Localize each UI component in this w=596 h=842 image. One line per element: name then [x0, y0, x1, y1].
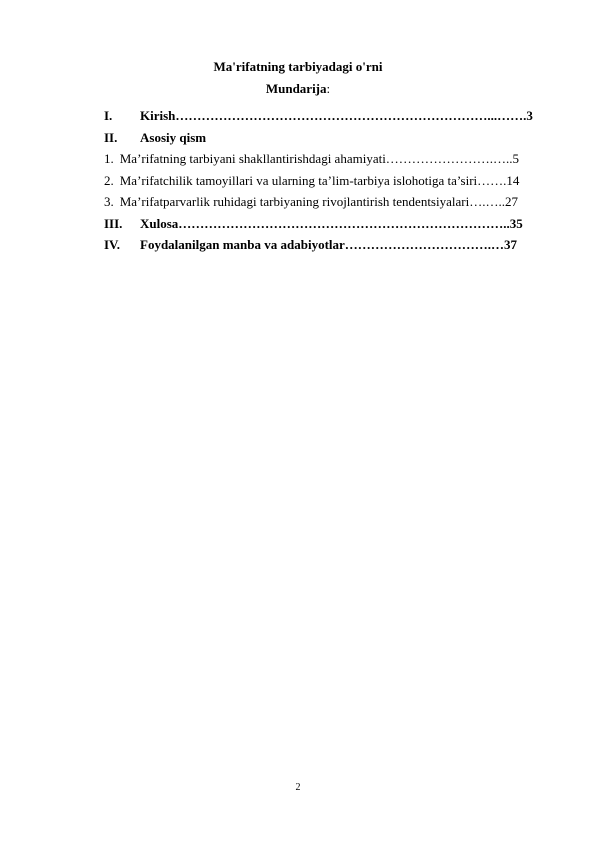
toc-item-text: Kirish………………………………………………………………...…….3	[140, 108, 533, 123]
toc-heading	[0, 80, 596, 98]
toc-item-number: 3.	[104, 194, 114, 209]
toc-item-main-part[interactable]	[104, 127, 556, 149]
toc-item-number: III.	[104, 215, 123, 231]
toc-item-chapter-2[interactable]	[104, 170, 556, 192]
toc-item-text: Ma’rifatning tarbiyani shakllantirishdagi ahamiyati…………………….…..5	[119, 151, 520, 166]
toc-item-text: Xulosa…………………………………………………………………..35	[140, 215, 523, 231]
toc-item-chapter-1[interactable]	[104, 148, 556, 170]
toc-item-references[interactable]	[104, 234, 556, 256]
toc-item-text: Asosiy qism	[140, 129, 207, 145]
toc-item-text: Ma’rifatparvarlik ruhidagi tarbiyaning rivojlantirish tendentsiyalari….…..27	[119, 194, 518, 209]
table-of-contents	[104, 105, 556, 256]
toc-heading-colon: :	[326, 81, 331, 96]
page-number: 2	[295, 782, 301, 793]
toc-item-number: I.	[104, 108, 113, 123]
toc-item-number: 1.	[104, 151, 114, 166]
toc-item-text: Ma’rifatchilik tamoyillari va ularning ta’lim-tarbiya islohotiga ta’siri…….14	[119, 172, 520, 188]
toc-item-number: 2.	[104, 172, 114, 188]
toc-item-number: II.	[104, 129, 118, 145]
toc-heading-word: Mundarija	[265, 81, 327, 96]
document-title: Ma'rifatning tarbiyadagi o'rni	[213, 59, 383, 74]
toc-item-number: IV.	[104, 237, 121, 252]
toc-item-conclusion[interactable]	[104, 213, 556, 235]
toc-item-text: Foydalanilgan manba va adabiyotlar…………………………….…37	[140, 237, 518, 252]
toc-item-introduction[interactable]	[104, 105, 556, 127]
toc-item-chapter-3[interactable]	[104, 191, 556, 213]
